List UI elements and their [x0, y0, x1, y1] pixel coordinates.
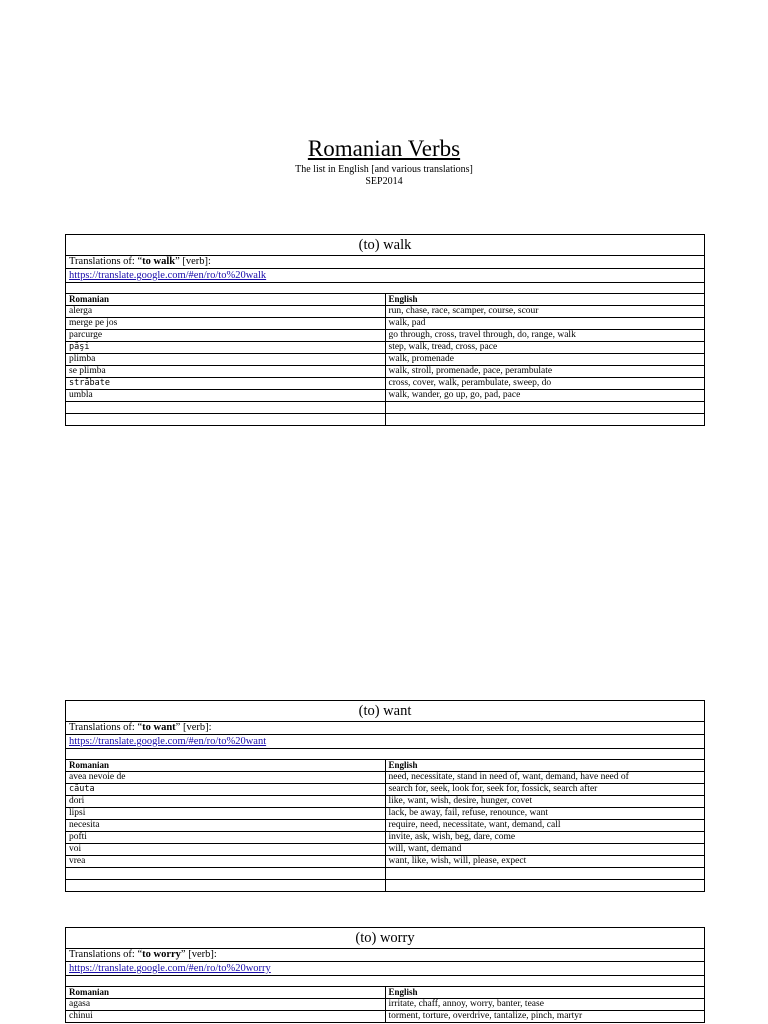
table-row	[66, 1011, 705, 1023]
verb-table-want	[65, 700, 705, 892]
english-cell: torment, torture, overdrive, tantalize, pinch, martyr	[385, 1011, 705, 1023]
translations-line: Translations of: “to worry” [verb]:	[66, 949, 705, 962]
romanian-cell: parcurge	[66, 330, 386, 342]
english-cell: cross, cover, walk, perambulate, sweep, do	[385, 378, 705, 390]
table-row	[66, 378, 705, 390]
empty-row	[66, 402, 705, 414]
romanian-cell: chinui	[66, 1011, 386, 1023]
col-header-romanian: Romanian	[66, 987, 386, 999]
english-cell: go through, cross, travel through, do, range, walk	[385, 330, 705, 342]
col-header-romanian: Romanian	[66, 294, 386, 306]
english-cell: will, want, demand	[385, 844, 705, 856]
table-row	[66, 354, 705, 366]
romanian-cell: dori	[66, 796, 386, 808]
verb-table-walk	[65, 234, 705, 426]
link-cell	[66, 735, 705, 749]
empty-row	[66, 868, 705, 880]
translate-link[interactable]: https://translate.google.com/#en/ro/to%20worry	[69, 963, 271, 974]
col-header-english: English	[385, 294, 705, 306]
english-cell: walk, pad	[385, 318, 705, 330]
page-subtitle: The list in English [and various translations]	[295, 164, 473, 175]
english-cell: run, chase, race, scamper, course, scour	[385, 306, 705, 318]
english-cell: need, necessitate, stand in need of, want, demand, have need of	[385, 772, 705, 784]
translate-link[interactable]: https://translate.google.com/#en/ro/to%20want	[69, 736, 267, 747]
verb-bold: to want	[142, 722, 176, 733]
romanian-cell: vrea	[66, 856, 386, 868]
english-cell: step, walk, tread, cross, pace	[385, 342, 705, 354]
english-cell: want, like, wish, will, please, expect	[385, 856, 705, 868]
romanian-cell: plimba	[66, 354, 386, 366]
link-cell	[66, 269, 705, 283]
english-cell: invite, ask, wish, beg, dare, come	[385, 832, 705, 844]
table-row	[66, 342, 705, 354]
col-header-english: English	[385, 987, 705, 999]
table-row	[66, 784, 705, 796]
spacer-row	[66, 976, 705, 987]
table-row	[66, 796, 705, 808]
section-heading: (to) walk	[66, 235, 705, 256]
col-header-romanian: Romanian	[66, 760, 386, 772]
spacer-row	[66, 749, 705, 760]
verb-bold: to walk	[142, 256, 176, 267]
table-row	[66, 366, 705, 378]
table-row	[66, 999, 705, 1011]
section-heading: (to) want	[66, 701, 705, 722]
romanian-cell: căuta	[66, 784, 386, 796]
romanian-cell: alerga	[66, 306, 386, 318]
translate-link[interactable]: https://translate.google.com/#en/ro/to%20walk	[69, 270, 267, 281]
empty-row	[66, 414, 705, 426]
table-row	[66, 330, 705, 342]
table-row	[66, 390, 705, 402]
table-row	[66, 820, 705, 832]
link-cell	[66, 962, 705, 976]
section-heading: (to) worry	[66, 928, 705, 949]
english-cell: irritate, chaff, annoy, worry, banter, tease	[385, 999, 705, 1011]
table-row	[66, 844, 705, 856]
english-cell: require, need, necessitate, want, demand, call	[385, 820, 705, 832]
english-cell: lack, be away, fail, refuse, renounce, want	[385, 808, 705, 820]
romanian-cell: se plimba	[66, 366, 386, 378]
romanian-cell: pofti	[66, 832, 386, 844]
empty-row	[66, 880, 705, 892]
english-cell: walk, wander, go up, go, pad, pace	[385, 390, 705, 402]
english-cell: like, want, wish, desire, hunger, covet	[385, 796, 705, 808]
romanian-cell: umbla	[66, 390, 386, 402]
romanian-cell: păşi	[66, 342, 386, 354]
english-cell: search for, seek, look for, seek for, fossick, search after	[385, 784, 705, 796]
verb-table-worry	[65, 927, 705, 1023]
verb-bold: to worry	[142, 949, 181, 960]
table-row	[66, 306, 705, 318]
english-cell: walk, stroll, promenade, pace, perambulate	[385, 366, 705, 378]
romanian-cell: avea nevoie de	[66, 772, 386, 784]
page-title: Romanian Verbs	[307, 136, 461, 161]
table-row	[66, 808, 705, 820]
document-header	[0, 136, 768, 188]
romanian-cell: necesita	[66, 820, 386, 832]
col-header-english: English	[385, 760, 705, 772]
translations-line: Translations of: “to want” [verb]:	[66, 722, 705, 735]
romanian-cell: voi	[66, 844, 386, 856]
table-row	[66, 318, 705, 330]
table-row	[66, 856, 705, 868]
romanian-cell: străbate	[66, 378, 386, 390]
romanian-cell: agasa	[66, 999, 386, 1011]
spacer-row	[66, 283, 705, 294]
romanian-cell: merge pe jos	[66, 318, 386, 330]
romanian-cell: lipsi	[66, 808, 386, 820]
translations-line: Translations of: “to walk” [verb]:	[66, 256, 705, 269]
page-date: SEP2014	[365, 176, 403, 187]
table-row	[66, 832, 705, 844]
english-cell: walk, promenade	[385, 354, 705, 366]
table-row	[66, 772, 705, 784]
